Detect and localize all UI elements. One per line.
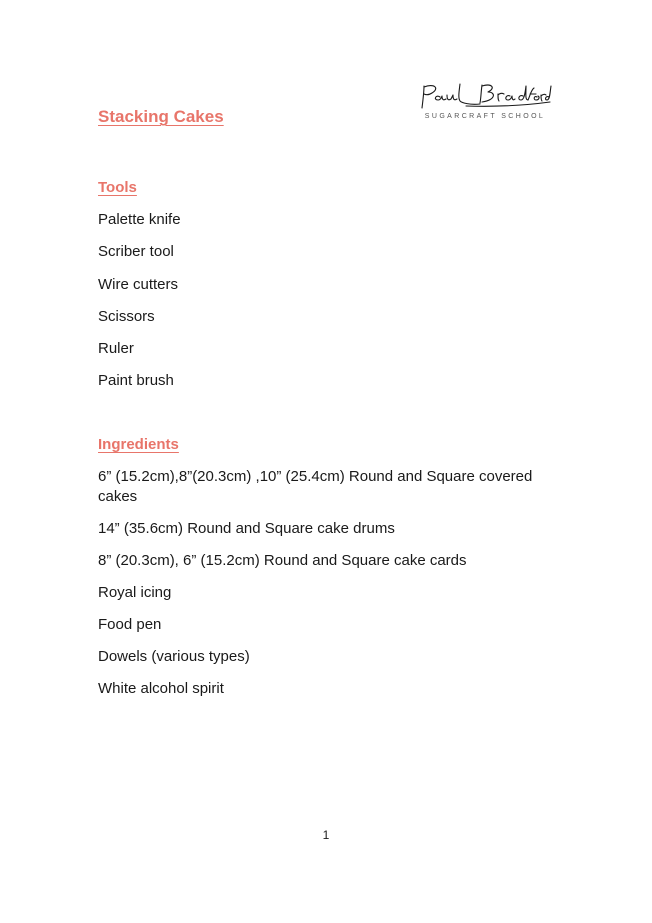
list-item: 6” (15.2cm),8”(20.3cm) ,10” (25.4cm) Round and Square covered cakes [98, 468, 533, 505]
list-item: 8” (20.3cm), 6” (15.2cm) Round and Square cake cards [98, 552, 467, 569]
list-item: Ruler [98, 340, 134, 358]
signature-logo-icon [418, 80, 552, 112]
list-item: White alcohol spirit [98, 680, 224, 697]
page-number: 1 [322, 828, 330, 842]
list-item: Food pen [98, 616, 162, 633]
list-item: 14” (35.6cm) Round and Square cake drums [98, 520, 395, 537]
ingredients-heading: Ingredients [98, 436, 179, 453]
list-item: Scriber tool [98, 243, 174, 261]
list-item: Scissors [98, 307, 155, 325]
list-item: Palette knife [98, 211, 181, 228]
ingredients-list [98, 467, 548, 711]
logo-subtitle: SUGARCRAFT SCHOOL [424, 113, 546, 120]
tools-list [98, 210, 548, 404]
list-item: Dowels (various types) [98, 648, 250, 665]
list-item: Royal icing [98, 584, 172, 601]
brand-logo [418, 80, 552, 126]
list-item: Paint brush [98, 372, 174, 390]
tools-heading: Tools [98, 179, 137, 196]
document-title: Stacking Cakes [98, 107, 224, 126]
list-item: Wire cutters [98, 275, 179, 293]
